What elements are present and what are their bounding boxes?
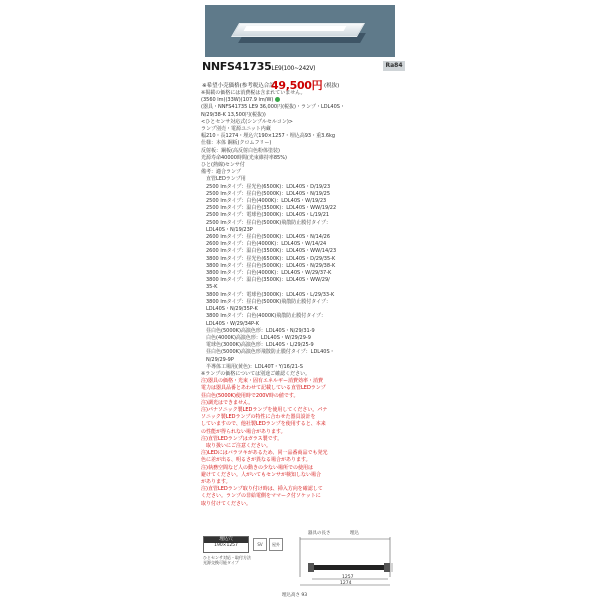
light-fixture-illustration bbox=[235, 21, 363, 43]
spec-line: 2600 lmタイプ：白色(4000K)：LDL40S・W/14/24 bbox=[201, 241, 327, 248]
spec-line: N/29/38-K 13,500円(税抜)) bbox=[201, 111, 266, 118]
dimension-diagram bbox=[280, 527, 405, 598]
sensor-caption: ひとセンサ対応・取付方法 光源交換可能タイプ bbox=[203, 555, 251, 565]
spec-line: 2500 lmタイプ：昼白色(5000K)飛散防止膜付タイプ： bbox=[201, 219, 331, 226]
spec-line: LDL40S・W/29/34P-K bbox=[201, 320, 259, 327]
rating-badge: Ra84 bbox=[383, 61, 405, 71]
spec-line: 3800 lmタイプ：白色(4000K)：LDL40S・W/29/37-K bbox=[201, 270, 332, 277]
spec-line: 2500 lmタイプ：白色(4000K)：LDL40S・W/19/23 bbox=[201, 198, 327, 205]
spec-line: 3800 lmタイプ：昼光色(6500K)：LDL40S・D/29/35-K bbox=[201, 255, 336, 262]
cutout-badge: 埋込穴 190×1257 bbox=[203, 536, 249, 553]
spec-line: 仕様：本体 鋼板(クロムフリー) bbox=[201, 140, 272, 147]
price-value: 49,500円 bbox=[271, 79, 323, 92]
spec-line: 2600 lmタイプ：昼白色(5000K)：LDL40S・N/14/26 bbox=[201, 234, 331, 241]
spec-line: <ひとセンサ対応式(シンプルセルコン)> bbox=[201, 118, 293, 125]
spec-line: 3800 lmタイプ：昼白色(5000K)飛散防止膜付タイプ： bbox=[201, 298, 331, 305]
note-line: ソニック製LEDランプの特性に合わせた器具設計を bbox=[201, 414, 316, 421]
spec-line: 3800 lmタイプ：温白色(3500K)：LDL40S・WW/29/ bbox=[201, 277, 330, 284]
diagram-label-left: 器具の長さ bbox=[308, 531, 331, 536]
notes-list bbox=[201, 378, 406, 508]
spec-line: N/29/29-9P bbox=[201, 356, 234, 363]
spec-line: 光源寿命40000時間(光束維持率85%) bbox=[201, 154, 287, 161]
note-line: 注)パナソニック製LEDランプを使用してください。パナ bbox=[201, 406, 328, 413]
note-line: 注)直管LEDランプ取り付け時は、挿入方向を確認して bbox=[201, 486, 323, 493]
spec-line: 反射板：鋼板(高反射白色粉体塗装) bbox=[201, 147, 280, 154]
spec-line: 備考：適合ランプ bbox=[201, 169, 242, 176]
sv-mark-icon: SV bbox=[253, 538, 267, 551]
note-line: 昼白色(5000K)使用時で200V時の値です。 bbox=[201, 392, 299, 399]
spec-line: 35-K bbox=[201, 284, 218, 291]
spec-list bbox=[201, 90, 406, 378]
note-line: 注)調光はできません。 bbox=[201, 399, 254, 406]
spec-line: 3800 lmタイプ：電球色(3000K)：LDL40S・L/29/33-K bbox=[201, 291, 335, 298]
note-line: 注)LEDにはバラツキがあるため、同一品番商品でも発光 bbox=[201, 450, 328, 457]
spec-line: 電球色(3000K)高演色形：LDL40S・L/29/25-9 bbox=[201, 342, 314, 349]
note-line: 色に差が出る、明るさが異なる場合があります。 bbox=[201, 457, 311, 464]
spec-line: 幅210・長1274・埋込穴190×1257・埋込高93・重3.6kg bbox=[201, 133, 336, 140]
price-row bbox=[201, 77, 406, 92]
price-tax-note: (税抜) bbox=[324, 83, 340, 89]
price-label: ※希望小売価格(参考税込合計) bbox=[202, 83, 277, 89]
spec-line: ※ランプの価格については別途ご確認ください。 bbox=[201, 370, 311, 377]
product-spec-panel bbox=[201, 60, 406, 508]
spec-line: LDL40S・N/29/35P-K bbox=[201, 306, 258, 313]
note-line: ください。ランプの非給電側をママーク付ソケットに bbox=[201, 493, 321, 500]
product-image bbox=[205, 5, 395, 57]
note-line: 避けてください。人がいてもセンサが検知しない場合 bbox=[201, 471, 322, 478]
spec-line: 白色(4000K)高演色形：LDL40S・W/29/29-9 bbox=[201, 334, 311, 341]
note-line: 注)直管LEDランプはガラス製です。 bbox=[201, 435, 283, 442]
note-line: 取り扱いにご注意ください。 bbox=[201, 442, 272, 449]
note-line: 注)器具の価格・光束・固有エネルギー消費効率・消費 bbox=[201, 378, 323, 385]
certification-mark-icon: 屋外 bbox=[269, 538, 283, 551]
spec-line: 3800 lmタイプ：昼白色(5000K)：LDL40S・N/29/38-K bbox=[201, 262, 336, 269]
eco-mark-icon bbox=[275, 97, 280, 102]
dimension-drawing bbox=[280, 527, 405, 591]
spec-line: 半導体工場用(黄色)：LDL40T・Y/16/21-S bbox=[201, 363, 303, 370]
spec-line: LDL40S・N/19/23P bbox=[201, 226, 253, 233]
note-line: 電力は器具品番とあわせて記載している直管LEDランプ bbox=[201, 385, 326, 392]
spec-line: (3560 lm)(33W)(107.9 lm/W) bbox=[201, 97, 406, 104]
spec-line: 2500 lmタイプ：温白色(3500K)：LDL40S・WW/19/22 bbox=[201, 205, 337, 212]
dimension-1257: 1257 bbox=[342, 575, 354, 580]
note-line: していますので、他社製LEDランプを使用すると、本来 bbox=[201, 421, 326, 428]
spec-line: ※掲載の価格には消費税は含まれていません。 bbox=[201, 90, 306, 96]
spec-line: 2500 lmタイプ：昼白色(5000K)：LDL40S・N/19/25 bbox=[201, 190, 331, 197]
diagram-caption: 埋込高さ 93 bbox=[282, 593, 308, 598]
note-line: 注)執務空間など人の動きの少ない場所での使用は bbox=[201, 464, 313, 471]
spec-line: 2500 lmタイプ：昼光色(6500K)：LDL40S・D/19/23 bbox=[201, 183, 331, 190]
spec-line: 2600 lmタイプ：温白色(3500K)：LDL40S・WW/14/23 bbox=[201, 248, 337, 255]
spec-line: 昼白色(5000K)高演色形飛散防止膜付タイプ：LDL40S・ bbox=[201, 349, 335, 356]
dimension-1274: 1274 bbox=[340, 581, 352, 586]
model-number: NNFS41735LE9(100~242V) bbox=[202, 60, 316, 73]
note-line: があります。 bbox=[201, 478, 231, 485]
spec-line: 直管LEDランプ用 bbox=[201, 176, 246, 183]
diagram-label-right: 埋込 bbox=[350, 531, 359, 536]
spec-line: 2500 lmタイプ：電球色(3000K)：LDL40S・L/19/21 bbox=[201, 212, 330, 219]
spec-line: (器具・NNFS41735 LE9 36,000円(税抜)・ランプ・LDL40S・ bbox=[201, 104, 345, 111]
title-row bbox=[201, 60, 406, 74]
spec-line: 昼白色(5000K)高演色形：LDL40S・N/29/31-9 bbox=[201, 327, 315, 334]
spec-line: ランプ別売・電源ユニット内蔵 bbox=[201, 126, 271, 133]
spec-line: ひと(熱線)センサ付 bbox=[201, 162, 245, 169]
note-line: 取り付けてください。 bbox=[201, 500, 252, 507]
spec-line: 3800 lmタイプ：白色(4000K)飛散防止膜付タイプ： bbox=[201, 313, 326, 320]
note-line: の性能が得られない場合があります。 bbox=[201, 428, 286, 435]
